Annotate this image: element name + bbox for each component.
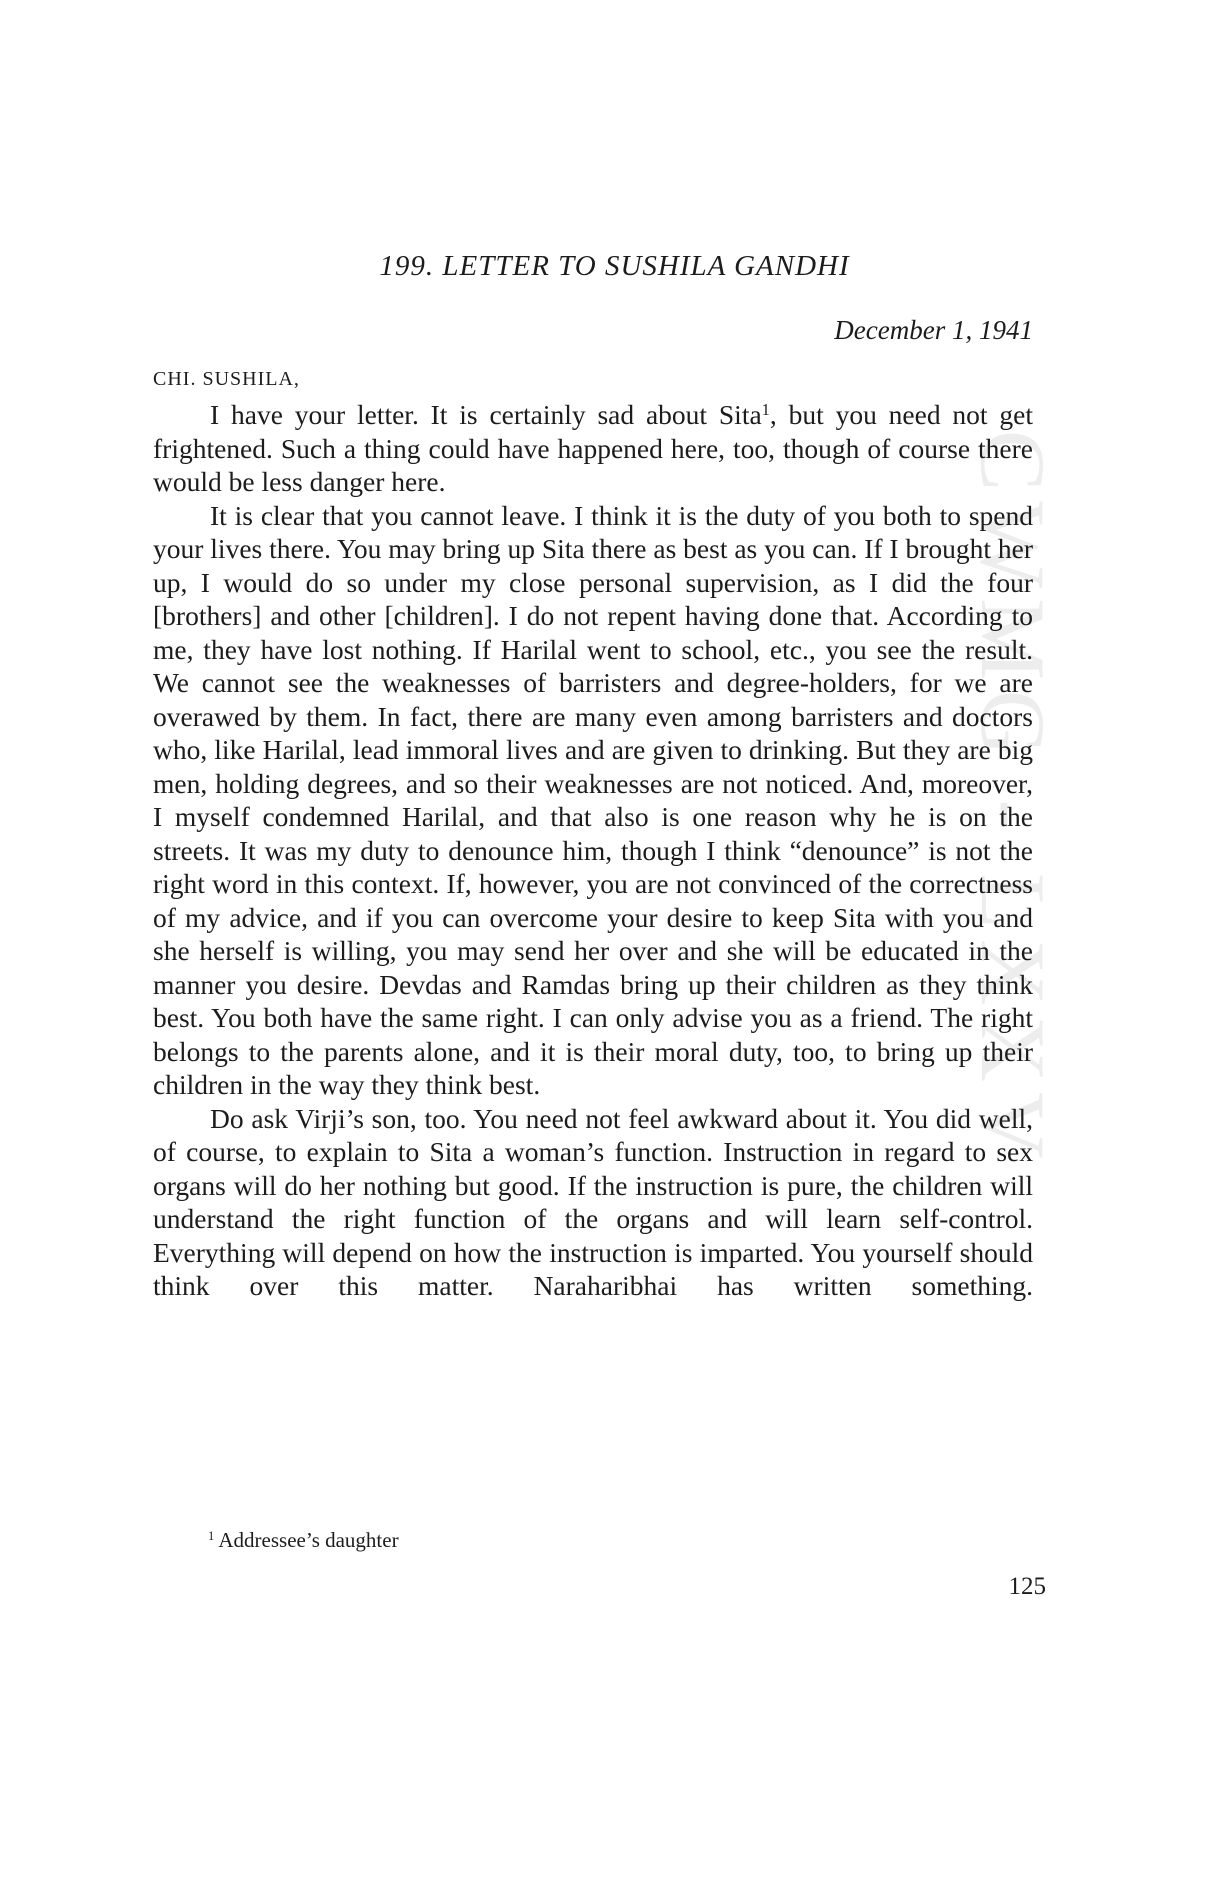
paragraph-3: Do ask Virji’s son, too. You need not feel awkward about it. You did well, of course, to explain to Sita a woman’s function. Instruction in regard to sex organs will do her nothing but good. If the instruction is pure, the children will understand the right function of the organs and will learn self-control. Everything will depend on how the instruction is imparted. You yourself should think over this matter. Naraharibhai has written something. (153, 1102, 1033, 1301)
page-number: 125 (1008, 1573, 1046, 1600)
letter-body (153, 398, 1033, 1303)
letter-date: December 1, 1941 (834, 315, 1033, 345)
paragraph-1 (153, 398, 1033, 499)
watermark: CWMG - LXXV (962, 430, 1064, 1169)
paragraph-1-text-b: , but you need not get frightened. Such a thing could have happened here, too, though of course there would be less danger here. (153, 399, 1033, 497)
salutation: CHI. SUSHILA, (153, 368, 300, 390)
footnote-marker: 1 (208, 1529, 215, 1544)
paragraph-2: It is clear that you cannot leave. I think it is the duty of you both to spend your lives there. You may bring up Sita there as best as you can. If I brought her up, I would do so under my close personal supervision, as I did the four [brothers] and other [children]. I do not repent having done that. According to me, they have lost nothing. If Harilal went to school, etc., you see the result. We cannot see the weaknesses of barristers and degree-holders, for we are overawed by them. In fact, there are many even among barristers and doctors who, like Harilal, lead immoral lives and are given to drinking. But they are big men, holding degrees, and so their weaknesses are not noticed. And, moreover, I myself condemned Harilal, and that also is one reason why he is on the streets. It was my duty to denounce him, though I think “denounce” is not the right word in this context. If, however, you are not convinced of the correctness of my advice, and if you can overcome your desire to keep Sita with you and she herself is willing, you may send her over and she will be educated in the manner you desire. Devdas and Ramdas bring up their children as they think best. You both have the same right. I can only advise you as a friend. The right belongs to the parents alone, and it is their moral duty, too, to bring up their children in the way they think best. (153, 499, 1033, 1100)
letter-title: 199. LETTER TO SUSHILA GANDHI (379, 250, 850, 282)
footnote-reference: 1 (761, 399, 770, 419)
paragraph-1-text-a: I have your letter. It is certainly sad about Sita (210, 399, 762, 430)
footnote (208, 1528, 399, 1553)
footnote-text: Addressee’s daughter (218, 1528, 399, 1552)
